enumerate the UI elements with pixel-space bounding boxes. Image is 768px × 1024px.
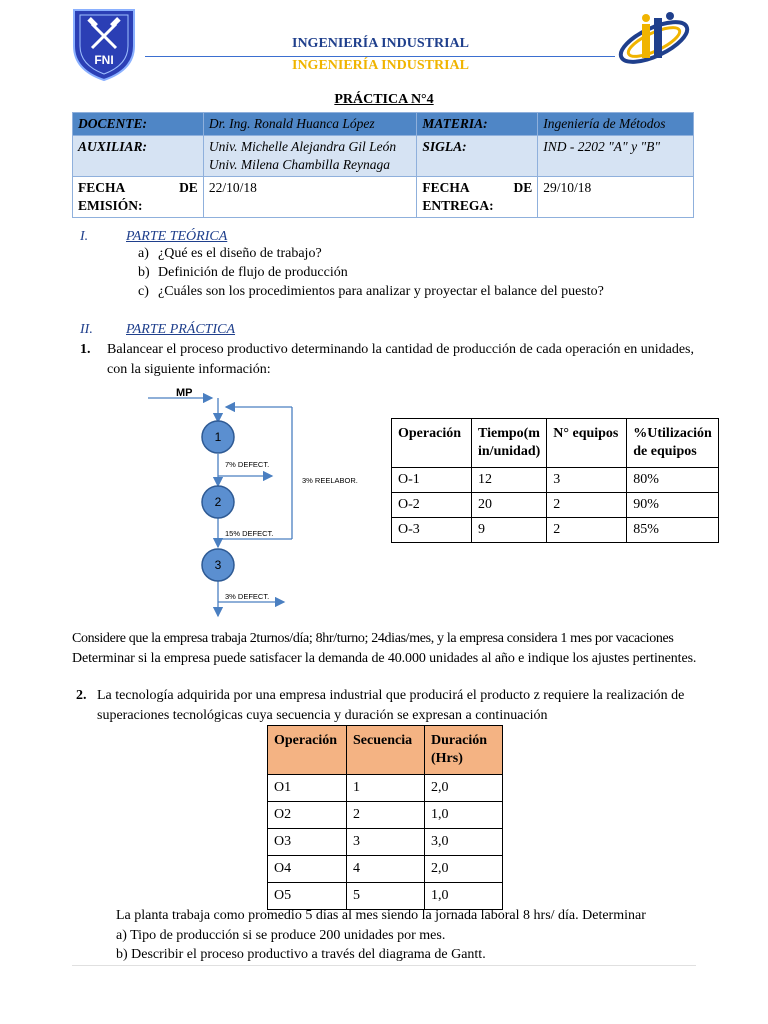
auxiliar-label: AUXILIAR: bbox=[73, 136, 204, 177]
col-equipos: N° equipos bbox=[547, 419, 627, 468]
node-1-label: 1 bbox=[214, 430, 222, 444]
cell: O1 bbox=[268, 775, 347, 802]
fni-shield-logo bbox=[72, 6, 136, 82]
problem2-line2: superaciones tecnológicas cuya secuencia y duración se expresan a continuación bbox=[97, 708, 548, 723]
operations-table bbox=[391, 418, 719, 543]
sigla-label: SIGLA: bbox=[417, 136, 538, 177]
problem1-line1: Balancear el proceso productivo determinando la cantidad de producción de cada operación en unidades, bbox=[107, 342, 694, 357]
col-duracion-l2: (Hrs) bbox=[431, 751, 463, 766]
sigla-value: IND - 2202 "A" y "B" bbox=[538, 136, 694, 177]
section-teorica-heading bbox=[80, 229, 227, 245]
docente-value: Dr. Ing. Ronald Huanca López bbox=[203, 113, 417, 136]
materia-label: MATERIA: bbox=[417, 113, 538, 136]
cell: 2,0 bbox=[425, 775, 503, 802]
cell: O5 bbox=[268, 883, 347, 910]
col-tiempo-l1: Tiempo(m bbox=[478, 426, 540, 441]
info-table bbox=[72, 112, 694, 218]
col-util-l2: de equipos bbox=[633, 444, 697, 459]
node-2 bbox=[202, 486, 234, 518]
cell: O-1 bbox=[392, 468, 472, 493]
node-2-label: 2 bbox=[214, 495, 222, 509]
section-teorica-title: PARTE TEÓRICA bbox=[126, 229, 228, 244]
section-practica-num: II. bbox=[80, 322, 93, 337]
problem1-number: 1. bbox=[80, 342, 91, 357]
auxiliar-value bbox=[203, 136, 417, 177]
col-utilizacion bbox=[627, 419, 719, 468]
auxiliar-name-1: Univ. Michelle Alejandra Gil León bbox=[208, 139, 397, 154]
col-duracion-l1: Duración bbox=[431, 733, 487, 748]
emision-w2: DE bbox=[179, 180, 198, 195]
section-teorica-num: I. bbox=[80, 229, 89, 244]
teorica-item-c bbox=[138, 284, 604, 300]
teorica-item-a bbox=[138, 246, 322, 262]
cell: O3 bbox=[268, 829, 347, 856]
defect-7-label: 7% DEFECT. bbox=[225, 460, 270, 469]
teorica-item-b bbox=[138, 265, 348, 281]
cell: 4 bbox=[347, 856, 425, 883]
table-row bbox=[268, 775, 503, 802]
emision-label bbox=[73, 177, 204, 218]
problem2-line1: La tecnología adquirida por una empresa industrial que producirá el producto z requiere la realización de bbox=[97, 688, 685, 703]
cell: 80% bbox=[627, 468, 719, 493]
cell: 3 bbox=[347, 829, 425, 856]
footer-divider bbox=[72, 965, 696, 966]
mp-label: MP bbox=[176, 387, 193, 399]
table-row bbox=[392, 493, 719, 518]
sequence-header-row bbox=[268, 726, 503, 775]
header-divider bbox=[145, 56, 615, 57]
defect-3-label: 3% DEFECT. bbox=[225, 592, 270, 601]
sequence-table bbox=[267, 725, 503, 910]
cell: 1,0 bbox=[425, 883, 503, 910]
cell: 12 bbox=[472, 468, 547, 493]
cell: 1 bbox=[347, 775, 425, 802]
table-row bbox=[392, 468, 719, 493]
emision-value: 22/10/18 bbox=[203, 177, 417, 218]
col-secuencia: Secuencia bbox=[347, 726, 425, 775]
cell: 3 bbox=[547, 468, 627, 493]
item-marker: a) bbox=[138, 246, 149, 261]
docente-label: DOCENTE: bbox=[73, 113, 204, 136]
operations-header-row bbox=[392, 419, 719, 468]
cell: 2 bbox=[347, 802, 425, 829]
col-duracion bbox=[425, 726, 503, 775]
cell: 20 bbox=[472, 493, 547, 518]
cell: O2 bbox=[268, 802, 347, 829]
closing-line2: a) Tipo de producción si se produce 200 unidades por mes. bbox=[116, 928, 446, 943]
table-row bbox=[268, 829, 503, 856]
cell: 3,0 bbox=[425, 829, 503, 856]
entrega-w1: FECHA bbox=[422, 180, 470, 195]
item-text: ¿Qué es el diseño de trabajo? bbox=[158, 246, 322, 261]
cell: 90% bbox=[627, 493, 719, 518]
process-flow-diagram bbox=[140, 380, 380, 620]
col-operacion: Operación bbox=[392, 419, 472, 468]
node-3 bbox=[202, 549, 234, 581]
col-tiempo bbox=[472, 419, 547, 468]
col-tiempo-l2: in/unidad) bbox=[478, 444, 541, 459]
page-title: PRÁCTICA N°4 bbox=[334, 92, 434, 107]
col-operacion: Operación bbox=[268, 726, 347, 775]
section-practica-heading bbox=[80, 322, 235, 338]
cell: 5 bbox=[347, 883, 425, 910]
entrega-value: 29/10/18 bbox=[538, 177, 694, 218]
ii-ring-logo bbox=[614, 10, 694, 72]
node-1 bbox=[202, 421, 234, 453]
emision-w3: EMISIÓN: bbox=[78, 198, 143, 213]
entrega-w2: DE bbox=[513, 180, 533, 195]
cell: 85% bbox=[627, 518, 719, 543]
cell: O4 bbox=[268, 856, 347, 883]
table-row bbox=[392, 518, 719, 543]
auxiliar-name-2: Univ. Milena Chambilla Reynaga bbox=[208, 157, 391, 172]
item-marker: b) bbox=[138, 265, 150, 280]
materia-value: Ingeniería de Métodos bbox=[538, 113, 694, 136]
item-text: Definición de flujo de producción bbox=[158, 265, 348, 280]
problem1-line2: con la siguiente información: bbox=[107, 362, 271, 377]
consider-line2: Determinar si la empresa puede satisfacer la demanda de 40.000 unidades al año e indique los ajustes pertinentes. bbox=[72, 651, 697, 666]
defect-15-label: 15% DEFECT. bbox=[225, 529, 274, 538]
emision-w1: FECHA bbox=[78, 180, 126, 195]
table-row bbox=[268, 856, 503, 883]
svg-text:FNI: FNI bbox=[94, 53, 114, 67]
header-title-blue: INGENIERÍA INDUSTRIAL bbox=[292, 36, 469, 51]
problem2-number: 2. bbox=[76, 688, 87, 703]
cell: 2,0 bbox=[425, 856, 503, 883]
closing-line1: La planta trabaja como promedio 5 días al mes siendo la jornada laboral 8 hrs/ día. Determinar bbox=[116, 908, 646, 923]
node-3-label: 3 bbox=[214, 558, 222, 572]
closing-line3: b) Describir el proceso productivo a través del diagrama de Gantt. bbox=[116, 947, 486, 962]
item-marker: c) bbox=[138, 284, 149, 299]
consider-line1: Considere que la empresa trabaja 2turnos/día; 8hr/turno; 24dias/mes, y la empresa considera 1 mes por vacaciones bbox=[72, 631, 674, 646]
entrega-label bbox=[417, 177, 538, 218]
table-row bbox=[268, 802, 503, 829]
info-row-fechas bbox=[73, 177, 694, 218]
section-practica-title: PARTE PRÁCTICA bbox=[126, 322, 236, 337]
cell: 1,0 bbox=[425, 802, 503, 829]
cell: O-2 bbox=[392, 493, 472, 518]
cell: 2 bbox=[547, 493, 627, 518]
reelabor-label: 3% REELABOR. bbox=[302, 476, 358, 485]
header-title-gold: INGENIERÍA INDUSTRIAL bbox=[292, 58, 469, 73]
cell: 2 bbox=[547, 518, 627, 543]
item-text: ¿Cuáles son los procedimientos para analizar y proyectar el balance del puesto? bbox=[158, 284, 604, 299]
cell: 9 bbox=[472, 518, 547, 543]
info-row-docente bbox=[73, 113, 694, 136]
info-row-auxiliar bbox=[73, 136, 694, 177]
col-util-l1: %Utilización bbox=[633, 426, 712, 441]
cell: O-3 bbox=[392, 518, 472, 543]
entrega-w3: ENTREGA: bbox=[422, 198, 494, 213]
